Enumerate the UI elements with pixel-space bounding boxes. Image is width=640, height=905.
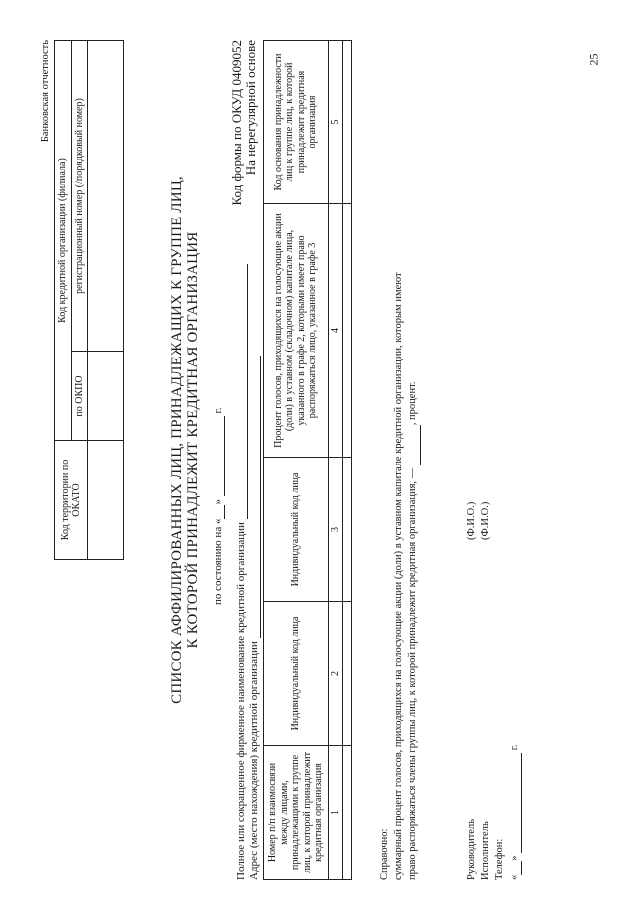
col-header-3: Индивидуальный код лица bbox=[264, 458, 329, 602]
fio-block bbox=[465, 502, 493, 540]
col-header-1: Номер п/п взаимосвязи между лицами, принадлежащими к группе лиц, к которой принадлежит кредитная организация bbox=[264, 746, 329, 880]
reference-block bbox=[378, 272, 421, 880]
col-number-1: 1 bbox=[328, 746, 343, 880]
col-number-2: 2 bbox=[328, 602, 343, 746]
reference-line-2: право распоряжаться члены группы лиц, к которой принадлежит кредитная организация, — , процент. bbox=[406, 272, 420, 880]
bank-reporting-label: Банковская отчетность bbox=[40, 40, 51, 143]
reg-number-value bbox=[88, 41, 124, 352]
col-number-3: 3 bbox=[328, 458, 343, 602]
okud-periodicity: На нерегулярной основе bbox=[243, 40, 259, 176]
rotated-form bbox=[40, 40, 600, 880]
title-line-1: СПИСОК АФФИЛИРОВАННЫХ ЛИЦ, ПРИНАДЛЕЖАЩИХ К ГРУППЕ ЛИЦ, bbox=[169, 176, 185, 704]
as-of-date: по состоянию на «» г. bbox=[212, 407, 224, 605]
okpo-header: по ОКПО bbox=[71, 352, 88, 441]
title-line-2: К КОТОРОЙ ПРИНАДЛЕЖИТ КРЕДИТНАЯ ОРГАНИЗАЦИЯ bbox=[184, 231, 201, 649]
reg-number-header: регистрационный номер (/порядковый номер) bbox=[71, 41, 88, 352]
col-header-4: Процент голосов, приходящихся на голосующие акции (доли) в уставном (складочном) капитале лица, указанного в графе 2, которыми имеет право распоряжаться лицо, указанное в графе 3 bbox=[264, 204, 329, 458]
page-number: 25 bbox=[586, 53, 601, 66]
okato-value bbox=[88, 441, 124, 560]
credit-org-code-header: Код кредитной организации (филиала) bbox=[55, 41, 72, 441]
affiliates-table bbox=[263, 40, 352, 880]
fio-executor: (Ф.И.О.) bbox=[480, 501, 492, 540]
okpo-value bbox=[88, 352, 124, 441]
executor-label: Исполнитель bbox=[480, 821, 492, 880]
okud-block bbox=[230, 40, 259, 205]
codes-table bbox=[54, 40, 124, 560]
org-name-field: Полное или сокращенное фирменное наименование кредитной организации bbox=[235, 264, 248, 880]
okud-code: Код формы по ОКУД 0409052 bbox=[229, 40, 244, 206]
reference-label: Справочно: bbox=[379, 828, 390, 880]
col-header-5: Код основания принадлежности лиц к группе лиц, к которой принадлежит кредитная организация bbox=[264, 41, 329, 204]
head-label: Руководитель bbox=[466, 819, 477, 880]
col-number-4: 4 bbox=[328, 204, 343, 458]
fio-head: (Ф.И.О.) bbox=[466, 501, 477, 540]
form-title bbox=[170, 160, 202, 720]
signature-block bbox=[465, 745, 522, 881]
phone-label: Телефон: bbox=[494, 838, 506, 880]
okato-header: Код территории по ОКАТО bbox=[55, 441, 88, 560]
table-row bbox=[343, 41, 352, 880]
signature-date: «» г. bbox=[508, 745, 522, 881]
col-number-5: 5 bbox=[328, 41, 343, 204]
org-address-field: Адрес (место нахождения) кредитной организации bbox=[248, 356, 261, 880]
reference-line-1: суммарный процент голосов, приходящихся на голосующие акции (доли) в уставном капитале кредитной организации, которым имеют bbox=[393, 272, 405, 880]
col-header-2: Индивидуальный код лица bbox=[264, 602, 329, 746]
